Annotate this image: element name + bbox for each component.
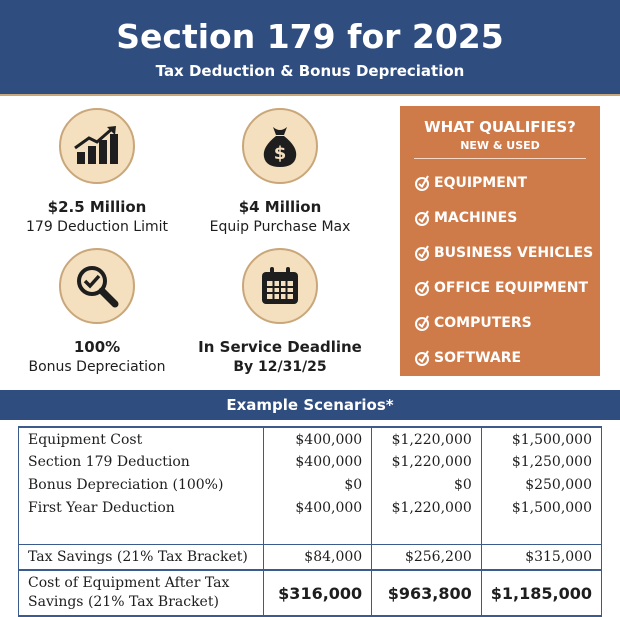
table-row-tax-savings: Tax Savings (21% Tax Bracket) $84,000 $256,200 $315,000 [19, 544, 602, 570]
qualifies-item: SOFTWARE [414, 340, 600, 375]
check-circle-icon [414, 350, 430, 366]
check-circle-icon [414, 210, 430, 226]
divider [414, 158, 586, 159]
bar-chart-arrow-icon [59, 108, 135, 184]
qualifies-item: OFFICE EQUIPMENT [414, 270, 600, 305]
check-circle-icon [414, 175, 430, 191]
check-circle-icon [414, 245, 430, 261]
magnifier-check-icon [59, 248, 135, 324]
page-subtitle: Tax Deduction & Bonus Depreciation [155, 62, 465, 80]
qualifies-title: WHAT QUALIFIES? [424, 118, 576, 136]
check-circle-icon [414, 280, 430, 296]
feature-caption: By 12/31/25 [233, 359, 327, 375]
qualifies-item: EQUIPMENT [414, 165, 600, 200]
feature-value: In Service Deadline [198, 338, 362, 356]
feature-deduction-limit [7, 108, 187, 235]
table-row: Bonus Depreciation (100%) $0 $0 $250,000 [19, 473, 602, 496]
qualifies-subtitle: NEW & USED [460, 139, 540, 152]
header-banner [0, 0, 620, 96]
qualifies-item: MACHINES [414, 200, 600, 235]
feature-caption: Bonus Depreciation [28, 359, 166, 375]
money-bag-icon [242, 108, 318, 184]
feature-value: $2.5 Million [47, 198, 147, 216]
table-row: Equipment Cost $400,000 $1,220,000 $1,500,000 [19, 427, 602, 450]
feature-bonus-depreciation [7, 248, 187, 375]
feature-service-deadline [190, 248, 370, 375]
qualifies-item: BUSINESS VEHICLES [414, 235, 600, 270]
qualifies-item: COMPUTERS [414, 305, 600, 340]
what-qualifies-panel [400, 106, 600, 376]
feature-value: 100% [73, 338, 121, 356]
table-row: Section 179 Deduction $400,000 $1,220,000 $1,250,000 [19, 450, 602, 473]
check-circle-icon [414, 315, 430, 331]
scenarios-table [18, 426, 602, 617]
scenarios-heading: Example Scenarios* [0, 390, 620, 420]
calendar-icon [242, 248, 318, 324]
feature-caption: 179 Deduction Limit [26, 219, 168, 235]
svg-text:$: $ [273, 143, 287, 164]
page-title: Section 179 for 2025 [116, 17, 504, 56]
table-row: First Year Deduction $400,000 $1,220,000 $1,500,000 [19, 496, 602, 519]
table-row-net-cost: Cost of Equipment After Tax Savings (21% Tax Bracket) $316,000 $963,800 $1,185,000 [19, 570, 602, 616]
table-spacer-row [19, 519, 602, 544]
feature-caption: Equip Purchase Max [209, 219, 351, 235]
feature-value: $4 Million [238, 198, 322, 216]
feature-purchase-max [190, 108, 370, 235]
